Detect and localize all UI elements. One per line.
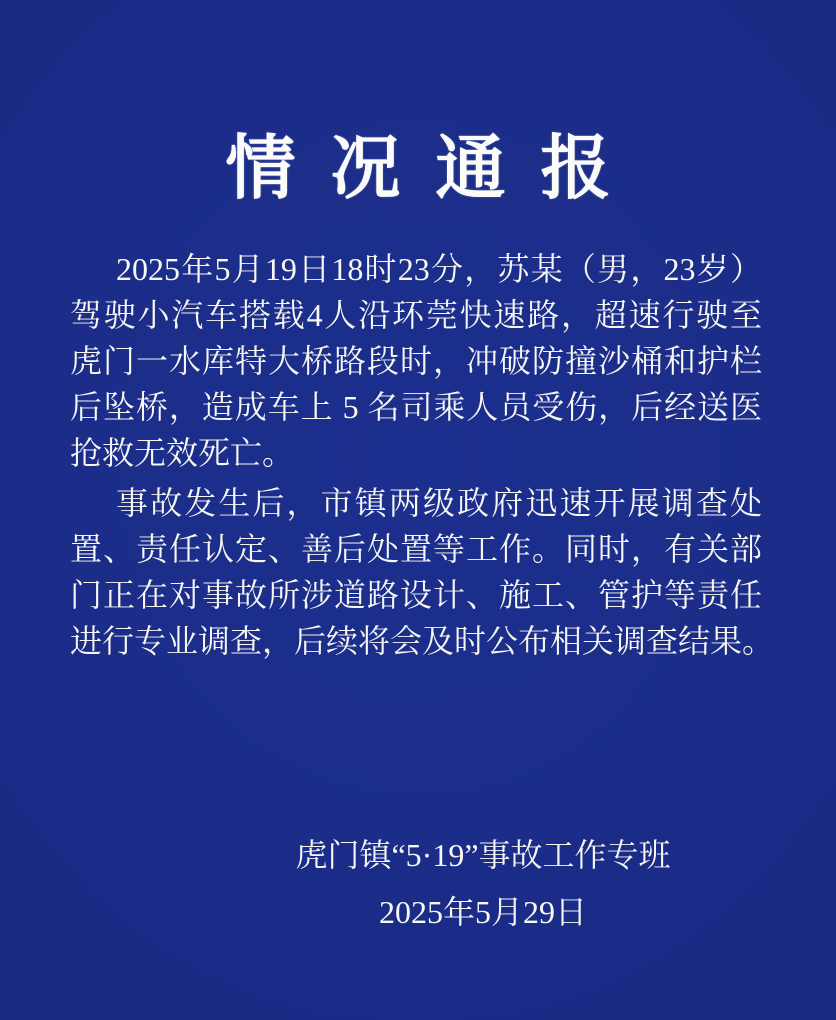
paragraph-accident-description [70,246,762,476]
body-line: 进行专业调查，后续将会及时公布相关调查结果。 [70,623,775,659]
body-line: 2025年5月19日18时23分，苏某（男，23岁） [116,251,762,287]
paragraph-response-actions [70,480,775,664]
issue-date: 2025年5月29日 [378,894,587,930]
body-line: 后坠桥，造成车上 5 名司乘人员受伤，后经送医 [70,389,762,425]
body-line: 门正在对事故所涉道路设计、施工、管护等责任 [70,577,762,613]
notice-body [0,246,836,664]
notice-title: 情况通报 [225,131,646,208]
issuing-authority: 虎门镇“5·19”事故工作专班 [295,837,671,873]
body-line: 抢救无效死亡。 [70,435,295,471]
notice-footer [0,832,836,935]
body-line: 置、责任认定、善后处置等工作。同时，有关部 [70,531,762,567]
body-line: 驾驶小汽车搭载4人沿环莞快速路，超速行驶至 [70,297,762,333]
body-line: 事故发生后，市镇两级政府迅速开展调查处 [116,485,762,521]
body-line: 虎门一水库特大桥路段时，冲破防撞沙桶和护栏 [70,343,762,379]
